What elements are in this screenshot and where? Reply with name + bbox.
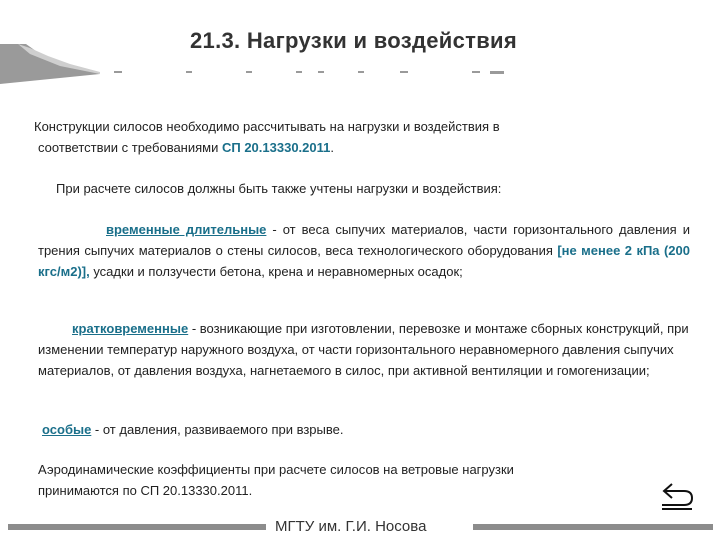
term-special: особые xyxy=(42,422,92,437)
term-short-term: кратковременные xyxy=(72,321,189,336)
paragraph-special-loads: особые - от давления, развиваемого при взрыве. xyxy=(42,422,344,437)
paragraph-requirements: Конструкции силосов необходимо рассчитывать на нагрузки и воздействия в соответствии с требованиями СП 20.13330.2011. xyxy=(34,119,500,155)
paragraph-long-term-loads: временные длительные - от веса сыпучих материалов, части горизонтального давления и трения сыпучих материалов о стены силосов, веса технологического оборудования [не менее 2 кПа (200 кгс/м2)], усадки и ползучести бетона, крена и неравномерных осадок; xyxy=(38,222,690,279)
footer-rule-left xyxy=(8,524,266,530)
footer-rule-right xyxy=(473,524,713,530)
footer-university: МГТУ им. Г.И. Носова xyxy=(275,518,427,535)
page-title: 21.3. Нагрузки и воздействия xyxy=(190,28,517,53)
corner-decoration xyxy=(0,44,100,84)
paragraph-short-term-loads: кратковременные - возникающие при изготовлении, перевозке и монтаже сборных конструкций, при изменении температур наружного воздуха, от части горизонтального неравномерного давления сыпучих материалов, от давления воздуха, нагнетаемого в силос, при активной вентиляции и гомогенизации; xyxy=(38,321,689,378)
title-divider xyxy=(100,70,706,76)
return-arrow-icon[interactable] xyxy=(658,480,696,512)
paragraph-aerodynamic: Аэродинамические коэффициенты при расчете силосов на ветровые нагрузки принимаются по СП 20.13330.2011. xyxy=(38,462,514,498)
paragraph-additional-loads: При расчете силосов должны быть также учтены нагрузки и воздействия: xyxy=(56,181,502,196)
term-long-term: временные длительные xyxy=(106,222,267,237)
load-value: [не менее 2 кПа (200 кгс/м2)], xyxy=(38,243,690,279)
code-reference: СП 20.13330.2011 xyxy=(221,140,331,155)
